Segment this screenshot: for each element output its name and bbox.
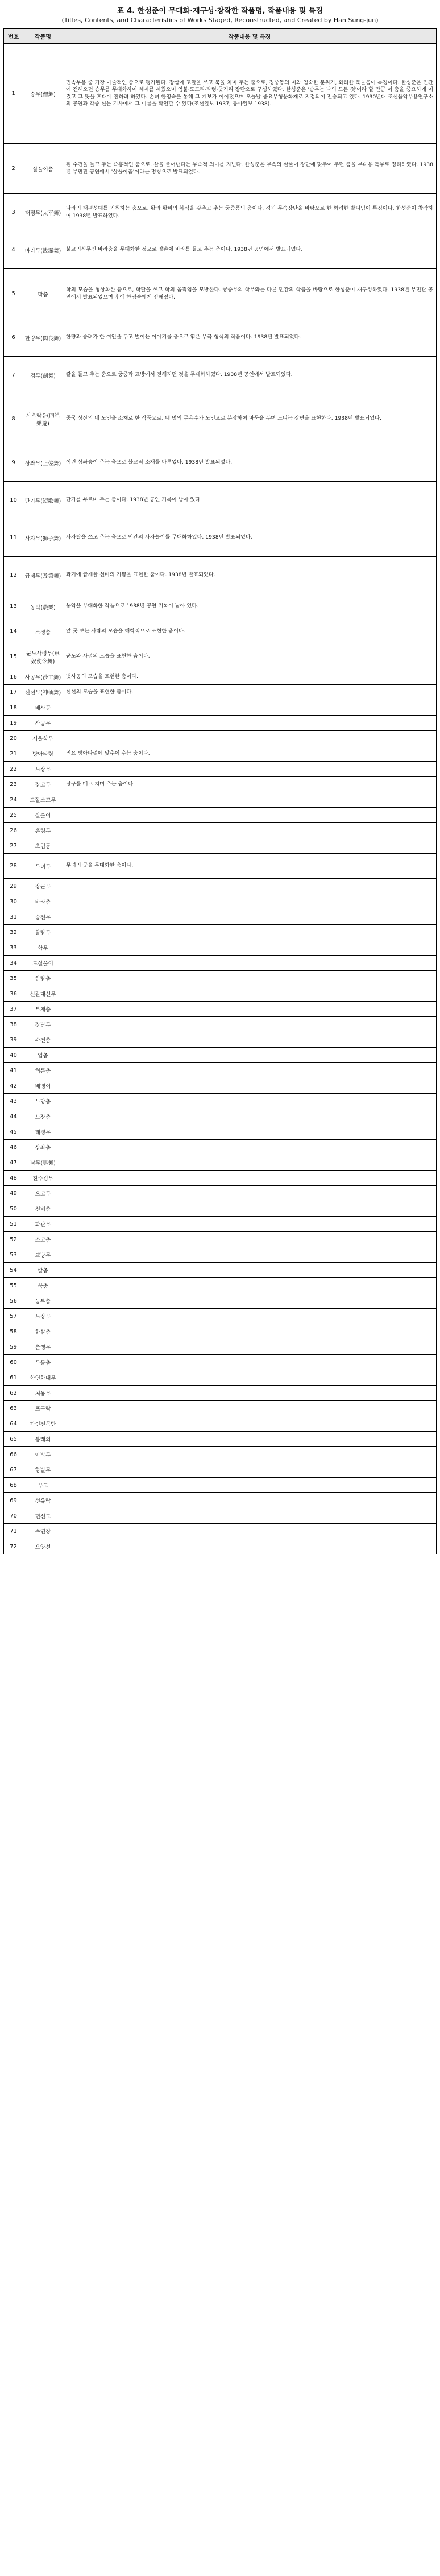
work-description — [63, 1217, 437, 1232]
work-description — [63, 1186, 437, 1201]
work-description — [63, 909, 437, 925]
work-title: 수건춤 — [23, 1032, 63, 1048]
row-number: 12 — [4, 557, 23, 594]
table-row — [4, 1232, 437, 1247]
table-row — [4, 838, 437, 854]
row-number: 43 — [4, 1094, 23, 1109]
work-title: 향발무 — [23, 1462, 63, 1478]
table-row — [4, 231, 437, 269]
work-title: 검무(劍舞) — [23, 357, 63, 394]
table-row — [4, 644, 437, 669]
row-number: 63 — [4, 1401, 23, 1416]
work-title: 태평무 — [23, 1124, 63, 1140]
work-title: 선비춤 — [23, 1201, 63, 1217]
work-description: 불교의식무인 바라춤을 무대화한 것으로 양손에 바라를 들고 추는 춤이다. 1938년 공연에서 발표되었다. — [63, 231, 437, 269]
table-row — [4, 1201, 437, 1217]
table-row — [4, 1386, 437, 1401]
work-title: 학연화대무 — [23, 1370, 63, 1386]
work-description — [63, 1278, 437, 1293]
work-title: 칼춤 — [23, 1263, 63, 1278]
work-description — [63, 716, 437, 731]
work-description — [63, 1339, 437, 1355]
work-description: 과거에 급제한 선비의 기쁨을 표현한 춤이다. 1938년 발표되었다. — [63, 557, 437, 594]
work-title: 군노사령무(軍奴使令舞) — [23, 644, 63, 669]
table-row — [4, 1508, 437, 1524]
table-row — [4, 1017, 437, 1032]
row-number: 40 — [4, 1048, 23, 1063]
work-description — [63, 1478, 437, 1493]
work-description: 무녀의 굿을 무대화한 춤이다. — [63, 854, 437, 879]
work-description: 한량과 승려가 한 여인을 두고 벌이는 이야기를 춤으로 엮은 무극 형식의 작품이다. 1938년 발표되었다. — [63, 319, 437, 357]
work-title: 사자무(獅子舞) — [23, 519, 63, 557]
row-number: 58 — [4, 1324, 23, 1339]
row-number: 35 — [4, 971, 23, 986]
table-row — [4, 940, 437, 956]
table-row — [4, 956, 437, 971]
work-title: 헌선도 — [23, 1508, 63, 1524]
row-number: 21 — [4, 746, 23, 762]
work-title: 상좌춤 — [23, 1140, 63, 1155]
table-row — [4, 746, 437, 762]
work-description — [63, 1493, 437, 1508]
table-row — [4, 1186, 437, 1201]
row-number: 11 — [4, 519, 23, 557]
table-row — [4, 319, 437, 357]
work-description — [63, 1416, 437, 1432]
table-row — [4, 1124, 437, 1140]
row-number: 31 — [4, 909, 23, 925]
work-title: 진주검무 — [23, 1171, 63, 1186]
row-number: 70 — [4, 1508, 23, 1524]
table-body — [4, 44, 437, 1554]
table-header-row — [4, 29, 437, 44]
work-title: 바라춤 — [23, 894, 63, 909]
work-title: 학무 — [23, 940, 63, 956]
work-description: 흰 수건을 들고 추는 즉흥적인 춤으로, 살을 풀어낸다는 무속적 의미를 지닌다. 한성준은 무속의 살풀이 장단에 맞추어 추던 춤을 무대용 독무로 정리하였다. 1938년 부민관 공연에서 '살풀이춤'이라는 명칭으로 발표되었다. — [63, 144, 437, 194]
table-row — [4, 1032, 437, 1048]
work-title: 아박무 — [23, 1447, 63, 1462]
table-row — [4, 1524, 437, 1539]
row-number: 47 — [4, 1155, 23, 1171]
work-description — [63, 1094, 437, 1109]
work-title: 가인전목단 — [23, 1416, 63, 1432]
table-row — [4, 1462, 437, 1478]
row-number: 34 — [4, 956, 23, 971]
work-description — [63, 731, 437, 746]
row-number: 41 — [4, 1063, 23, 1078]
row-number: 26 — [4, 823, 23, 838]
document — [3, 0, 437, 1554]
table-row — [4, 925, 437, 940]
work-description — [63, 808, 437, 823]
table-row — [4, 269, 437, 319]
table-row — [4, 854, 437, 879]
row-number: 7 — [4, 357, 23, 394]
row-number: 1 — [4, 44, 23, 144]
work-description — [63, 1370, 437, 1386]
work-title: 무녀무 — [23, 854, 63, 879]
work-description — [63, 894, 437, 909]
table-row — [4, 619, 437, 644]
table-row — [4, 879, 437, 894]
table-row — [4, 1155, 437, 1171]
table-row — [4, 1002, 437, 1017]
caption-korean: 표 4. 한성준이 무대화·재구성·창작한 작품명, 작품내용 및 특징 — [117, 7, 323, 15]
row-number: 18 — [4, 700, 23, 716]
work-title: 무동춤 — [23, 1355, 63, 1370]
work-description — [63, 1386, 437, 1401]
work-description: 군노와 사령의 모습을 표현한 춤이다. — [63, 644, 437, 669]
work-description — [63, 940, 437, 956]
table-row — [4, 1247, 437, 1263]
header-desc: 작품내용 및 특징 — [63, 29, 437, 44]
row-number: 48 — [4, 1171, 23, 1186]
work-title: 살풀이 — [23, 808, 63, 823]
work-title: 입춤 — [23, 1048, 63, 1063]
row-number: 9 — [4, 444, 23, 482]
row-number: 4 — [4, 231, 23, 269]
work-description — [63, 1171, 437, 1186]
work-description — [63, 1017, 437, 1032]
work-title: 승무(僧舞) — [23, 44, 63, 144]
header-title: 작품명 — [23, 29, 63, 44]
work-description: 나라의 태평성대를 기원하는 춤으로, 왕과 왕비의 복식을 갖추고 추는 궁중풍의 춤이다. 경기 무속장단을 바탕으로 한 화려한 발디딤이 특징이다. 한성준이 창작하여 1938년 발표하였다. — [63, 194, 437, 231]
row-number: 38 — [4, 1017, 23, 1032]
table-row — [4, 1416, 437, 1432]
row-number: 54 — [4, 1263, 23, 1278]
work-title: 바라무(鈸鑼舞) — [23, 231, 63, 269]
work-title: 한삼춤 — [23, 1324, 63, 1339]
work-description — [63, 1109, 437, 1124]
work-description — [63, 1401, 437, 1416]
table-row — [4, 1278, 437, 1293]
row-number: 5 — [4, 269, 23, 319]
row-number: 24 — [4, 792, 23, 808]
table-row — [4, 808, 437, 823]
table-row — [4, 971, 437, 986]
work-description — [63, 792, 437, 808]
work-title: 농악(農樂) — [23, 594, 63, 619]
work-description — [63, 1078, 437, 1094]
work-title: 살풀이춤 — [23, 144, 63, 194]
row-number: 2 — [4, 144, 23, 194]
header-no: 번호 — [4, 29, 23, 44]
work-title: 장고무 — [23, 777, 63, 792]
work-title: 화관무 — [23, 1217, 63, 1232]
work-description — [63, 1048, 437, 1063]
work-description — [63, 1309, 437, 1324]
work-title: 남무(男舞) — [23, 1155, 63, 1171]
work-description: 사자탈을 쓰고 추는 춤으로 민간의 사자놀이를 무대화하였다. 1938년 발표되었다. — [63, 519, 437, 557]
row-number: 15 — [4, 644, 23, 669]
work-title: 배사공 — [23, 700, 63, 716]
table-row — [4, 762, 437, 777]
work-title: 부채춤 — [23, 1002, 63, 1017]
work-description — [63, 1263, 437, 1278]
table-row — [4, 685, 437, 700]
row-number: 59 — [4, 1339, 23, 1355]
work-description — [63, 1324, 437, 1339]
row-number: 8 — [4, 394, 23, 444]
row-number: 51 — [4, 1217, 23, 1232]
row-number: 22 — [4, 762, 23, 777]
table-row — [4, 1140, 437, 1155]
row-number: 30 — [4, 894, 23, 909]
table-row — [4, 444, 437, 482]
row-number: 49 — [4, 1186, 23, 1201]
row-number: 3 — [4, 194, 23, 231]
work-title: 활량무 — [23, 925, 63, 940]
work-title: 장군무 — [23, 879, 63, 894]
work-description: 농악을 무대화한 작품으로 1938년 공연 기록이 남아 있다. — [63, 594, 437, 619]
row-number: 56 — [4, 1293, 23, 1309]
work-description — [63, 1432, 437, 1447]
work-description — [63, 1140, 437, 1155]
work-title: 노장무 — [23, 1309, 63, 1324]
table-row — [4, 792, 437, 808]
work-description: 장구를 메고 치며 추는 춤이다. — [63, 777, 437, 792]
table-row — [4, 1217, 437, 1232]
work-title: 초립동 — [23, 838, 63, 854]
work-title: 처용무 — [23, 1386, 63, 1401]
work-title: 봉래의 — [23, 1432, 63, 1447]
work-title: 오양선 — [23, 1539, 63, 1554]
work-title: 무당춤 — [23, 1094, 63, 1109]
work-description — [63, 1063, 437, 1078]
work-description — [63, 971, 437, 986]
table-row — [4, 1370, 437, 1386]
row-number: 45 — [4, 1124, 23, 1140]
work-description — [63, 986, 437, 1002]
table-row — [4, 823, 437, 838]
work-description: 신선의 모습을 표현한 춤이다. — [63, 685, 437, 700]
work-title: 한량무(閑良舞) — [23, 319, 63, 357]
work-title: 장단무 — [23, 1017, 63, 1032]
table-row — [4, 700, 437, 716]
work-title: 사공무(沙工舞) — [23, 669, 63, 685]
work-description — [63, 1247, 437, 1263]
work-description — [63, 823, 437, 838]
work-description — [63, 925, 437, 940]
row-number: 10 — [4, 482, 23, 519]
row-number: 39 — [4, 1032, 23, 1048]
table-row — [4, 1171, 437, 1186]
work-title: 사호락유(四皓樂遊) — [23, 394, 63, 444]
row-number: 19 — [4, 716, 23, 731]
row-number: 55 — [4, 1278, 23, 1293]
row-number: 71 — [4, 1524, 23, 1539]
table-row — [4, 1078, 437, 1094]
row-number: 6 — [4, 319, 23, 357]
work-description: 중국 상산의 네 노인을 소재로 한 작품으로, 네 명의 무용수가 노인으로 분장하여 바둑을 두며 노니는 장면을 표현한다. 1938년 발표되었다. — [63, 394, 437, 444]
row-number: 36 — [4, 986, 23, 1002]
row-number: 66 — [4, 1447, 23, 1462]
work-title: 춘앵무 — [23, 1339, 63, 1355]
table-row — [4, 1094, 437, 1109]
table-row — [4, 519, 437, 557]
caption-english: (Titles, Contents, and Characteristics of Works Staged, Reconstructed, and Created by Han Sung-jun) — [61, 16, 379, 24]
row-number: 32 — [4, 925, 23, 940]
row-number: 37 — [4, 1002, 23, 1017]
work-title: 노장춤 — [23, 1109, 63, 1124]
work-title: 배뱅이 — [23, 1078, 63, 1094]
row-number: 64 — [4, 1416, 23, 1432]
row-number: 27 — [4, 838, 23, 854]
work-title: 교방무 — [23, 1247, 63, 1263]
table-row — [4, 1432, 437, 1447]
row-number: 46 — [4, 1140, 23, 1155]
row-number: 65 — [4, 1432, 23, 1447]
row-number: 20 — [4, 731, 23, 746]
table-row — [4, 1401, 437, 1416]
work-title: 상좌무(上佐舞) — [23, 444, 63, 482]
work-description — [63, 1355, 437, 1370]
works-table — [3, 28, 437, 1554]
work-title: 허튼춤 — [23, 1063, 63, 1078]
work-title: 선유락 — [23, 1493, 63, 1508]
work-description: 학의 모습을 형상화한 춤으로, 학탈을 쓰고 학의 움직임을 모방한다. 궁중무의 학무와는 다른 민간의 학춤을 바탕으로 한성준이 재구성하였다. 1938년 부민관 공연에서 발표되었으며 후에 한영숙에게 전해졌다. — [63, 269, 437, 319]
work-description — [63, 879, 437, 894]
row-number: 44 — [4, 1109, 23, 1124]
row-number: 16 — [4, 669, 23, 685]
row-number: 28 — [4, 854, 23, 879]
table-row — [4, 731, 437, 746]
table-row — [4, 1309, 437, 1324]
row-number: 60 — [4, 1355, 23, 1370]
table-row — [4, 1324, 437, 1339]
row-number: 33 — [4, 940, 23, 956]
table-row — [4, 194, 437, 231]
table-row — [4, 1263, 437, 1278]
row-number: 42 — [4, 1078, 23, 1094]
work-title: 신칼대신무 — [23, 986, 63, 1002]
work-title: 무고 — [23, 1478, 63, 1493]
work-title: 농부춤 — [23, 1293, 63, 1309]
work-title: 고깔소고무 — [23, 792, 63, 808]
work-title: 훈령무 — [23, 823, 63, 838]
table-row — [4, 144, 437, 194]
table-row — [4, 557, 437, 594]
table-row — [4, 357, 437, 394]
work-description — [63, 1002, 437, 1017]
row-number: 61 — [4, 1370, 23, 1386]
table-row — [4, 1048, 437, 1063]
work-description: 단가를 부르며 추는 춤이다. 1938년 공연 기록이 남아 있다. — [63, 482, 437, 519]
work-title: 수연장 — [23, 1524, 63, 1539]
work-title: 단가무(短歌舞) — [23, 482, 63, 519]
table-row — [4, 594, 437, 619]
work-description — [63, 838, 437, 854]
row-number: 50 — [4, 1201, 23, 1217]
table-row — [4, 894, 437, 909]
work-title: 신선무(神仙舞) — [23, 685, 63, 700]
work-title: 사공무 — [23, 716, 63, 731]
table-row — [4, 1339, 437, 1355]
work-title: 급제무(及第舞) — [23, 557, 63, 594]
table-row — [4, 1493, 437, 1508]
work-description — [63, 1155, 437, 1171]
row-number: 52 — [4, 1232, 23, 1247]
row-number: 23 — [4, 777, 23, 792]
work-title: 도살풀이 — [23, 956, 63, 971]
work-description: 뱃사공의 모습을 표현한 춤이다. — [63, 669, 437, 685]
work-description — [63, 1124, 437, 1140]
work-title: 방아타령 — [23, 746, 63, 762]
work-title: 태평무(太平舞) — [23, 194, 63, 231]
table-row — [4, 669, 437, 685]
work-title: 북춤 — [23, 1278, 63, 1293]
work-title: 학춤 — [23, 269, 63, 319]
row-number: 29 — [4, 879, 23, 894]
table-row — [4, 1355, 437, 1370]
row-number: 53 — [4, 1247, 23, 1263]
row-number: 25 — [4, 808, 23, 823]
row-number: 68 — [4, 1478, 23, 1493]
table-row — [4, 1293, 437, 1309]
row-number: 14 — [4, 619, 23, 644]
work-description — [63, 1293, 437, 1309]
work-description: 민속무용 중 가장 예술적인 춤으로 평가된다. 장삼에 고깔을 쓰고 북을 치며 추는 춤으로, 정중동의 미와 엄숙한 분위기, 화려한 북놀음이 특징이다. 한성준은 민간에 전해오던 승무를 무대화하여 체계를 세웠으며 염불·도드리·타령·굿거리 장단으로 구성하였다. 한성준은 '승무는 나의 모든 것'이라 할 만큼 이 춤을 중요하게 여겼고 그 뜻을 후대에 전하려 하였다. 손녀 한영숙을 통해 그 계보가 이어졌으며 오늘날 중요무형문화재로 지정되어 전승되고 있다. 1930년대 조선음악무용연구소의 공연과 각종 신문 기사에서 그 이름을 확인할 수 있다(조선일보 1937; 동아일보 1938). — [63, 44, 437, 144]
table-row — [4, 716, 437, 731]
work-title: 한량춤 — [23, 971, 63, 986]
work-description — [63, 700, 437, 716]
work-description: 앞 못 보는 사람의 모습을 해학적으로 표현한 춤이다. — [63, 619, 437, 644]
table-row — [4, 1447, 437, 1462]
work-description — [63, 1232, 437, 1247]
work-title: 오고무 — [23, 1186, 63, 1201]
table-row — [4, 986, 437, 1002]
row-number: 69 — [4, 1493, 23, 1508]
work-title: 승전무 — [23, 909, 63, 925]
table-row — [4, 909, 437, 925]
row-number: 13 — [4, 594, 23, 619]
work-title: 포구락 — [23, 1401, 63, 1416]
row-number: 17 — [4, 685, 23, 700]
table-caption — [3, 5, 437, 24]
row-number: 57 — [4, 1309, 23, 1324]
row-number: 72 — [4, 1539, 23, 1554]
work-description — [63, 1462, 437, 1478]
work-description — [63, 1032, 437, 1048]
work-title: 소고춤 — [23, 1232, 63, 1247]
table-row — [4, 1109, 437, 1124]
row-number: 67 — [4, 1462, 23, 1478]
work-description — [63, 1201, 437, 1217]
work-description: 칼을 들고 추는 춤으로 궁중과 교방에서 전해지던 것을 무대화하였다. 1938년 공연에서 발표되었다. — [63, 357, 437, 394]
work-description: 어린 상좌승이 추는 춤으로 불교적 소재를 다루었다. 1938년 발표되었다. — [63, 444, 437, 482]
table-row — [4, 1478, 437, 1493]
work-description — [63, 1508, 437, 1524]
work-description — [63, 762, 437, 777]
work-description — [63, 1539, 437, 1554]
table-row — [4, 482, 437, 519]
row-number: 62 — [4, 1386, 23, 1401]
table-row — [4, 1063, 437, 1078]
table-row — [4, 1539, 437, 1554]
table-row — [4, 777, 437, 792]
work-title: 노장무 — [23, 762, 63, 777]
work-description — [63, 956, 437, 971]
table-row — [4, 44, 437, 144]
work-title: 소경춤 — [23, 619, 63, 644]
work-title: 서울학무 — [23, 731, 63, 746]
work-description: 민요 방아타령에 맞추어 추는 춤이다. — [63, 746, 437, 762]
work-description — [63, 1447, 437, 1462]
table-row — [4, 394, 437, 444]
work-description — [63, 1524, 437, 1539]
